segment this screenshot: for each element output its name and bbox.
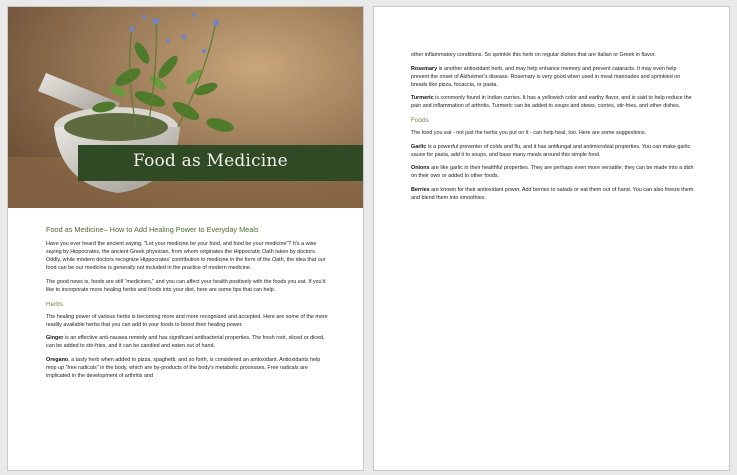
document-page-1 (7, 6, 364, 471)
garlic-term: Garlic (411, 143, 427, 150)
foods-heading: Foods (411, 117, 429, 125)
herbs-heading: Herbs (46, 300, 64, 308)
berries-term: Berries (411, 187, 430, 194)
onions-paragraph (411, 164, 694, 180)
onions-term: Onions (411, 165, 430, 172)
document-title: Food as Medicine– How to Add Healing Power to Everyday Meals (46, 225, 259, 234)
page-2-body (411, 51, 694, 208)
ginger-paragraph (46, 334, 328, 350)
herbs-intro-paragraph: The healing power of various herbs is becoming more and more recognized and accepted. Here are some of the more readily available herbs that you can add to your foods to boost their healing power. (46, 313, 328, 328)
rosemary-paragraph (411, 65, 694, 89)
rosemary-text: is another antioxidant herb, and may help enhance memory and prevent cataracts. It may even help prevent the onset of Alzheimer's disease. Rosemary is very good when used in meat marinades and sprinkled on breads like pizza, focaccia, or pasta. (411, 65, 681, 88)
title-banner (78, 145, 363, 181)
foods-intro-paragraph: The food you eat - not just the herbs you put on it - can help heal, too. Here are some suggestions. (411, 130, 647, 137)
berries-paragraph (411, 186, 694, 202)
onions-text: are like garlic in their healthful properties. They are perhaps even more versatile; they can be made into a dish on their own or added to other foods. (411, 165, 694, 180)
hero-image (8, 7, 363, 208)
intro-paragraph-2: The good news is, foods are still "medicines," and you can affect your health positively with the foods you eat. If you'd like to incorporate more healing herbs and foods into your diet, here are some tips that can help. (46, 278, 326, 293)
turmeric-paragraph (411, 94, 694, 110)
garlic-text: is a powerful preventer of colds and flu, and it has antifungal and antimicrobial properties. You can make garlic sauce for pasta, add it to soups, and base many meals around this simple food. (411, 143, 691, 158)
intro-paragraph-1: Have you ever heard the ancient saying, "Let your medicine be your food, and food be your medicine"? It's a wise saying by Hippocrates, the ancient Greek physician, from whom originates the Hippocratic Oath taken by doctors. Oddly, while modern doctors recognize Hippocrates' contribution to medicine in the form of the Oath, the idea that our food can be our medicine is generally not included in the practice of modern medicine. (46, 241, 326, 272)
oregano-paragraph (46, 356, 328, 380)
page-1-body (46, 225, 328, 386)
banner-title: Food as Medicine (133, 151, 288, 171)
ginger-text: is an effective anti-nausea remedy and has significant antibacterial properties. The fresh root, sliced or diced, can be added to stir-fries, and it can be candied and eaten out of hand. (46, 335, 325, 350)
document-page-2 (373, 6, 730, 471)
berries-text: are known for their antioxidant power. Add berries to salads or eat them out of hand. You can also freeze them and blend them into smoothies. (411, 187, 694, 202)
garlic-paragraph (411, 143, 694, 159)
turmeric-term: Turmeric (411, 95, 434, 102)
oregano-continued-paragraph: other inflammatory conditions. So sprinkle this herb on regular dishes that are Italian or Greek in flavor. (411, 52, 656, 58)
rosemary-term: Rosemary (411, 65, 438, 72)
turmeric-text: is commonly found in Indian curries. It has a yellowish color and earthy flavor, and is said to help reduce the pain and inflammation of arthritis. Turmeric can be added to soups and stews, curries, stir-fries, and other dishes. (411, 95, 692, 110)
oregano-text: , a tasty herb when added to pizza, spaghetti, and so forth, is considered an antioxidant. Antioxidants help mop up "free radicals" in the body, which are by-products of the body's metabolic processes. Free radicals are implicated in the development of arthritis and (46, 356, 321, 380)
ginger-term: Ginger (46, 335, 64, 342)
oregano-term: Oregano (46, 356, 69, 363)
